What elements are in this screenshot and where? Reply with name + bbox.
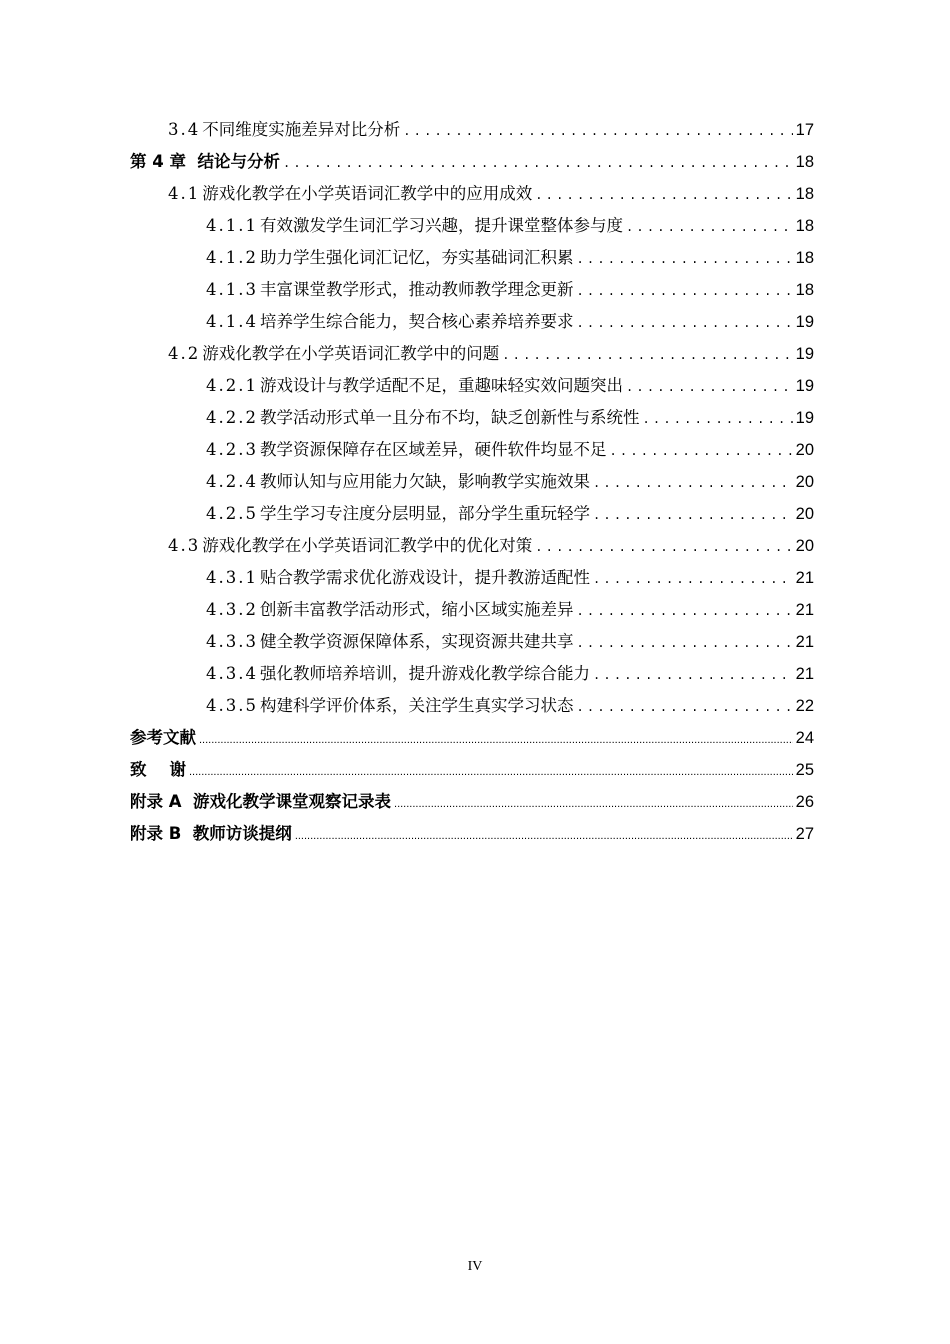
dot-leader [576, 307, 792, 339]
dot-leader [626, 371, 793, 403]
toc-title: 游戏化教学在小学英语词汇教学中的问题 [202, 344, 500, 363]
toc-page-number: 21 [795, 601, 814, 619]
dot-leader [593, 659, 793, 691]
toc-entry-acknowledgements[interactable] [130, 754, 814, 786]
toc-page-number: 19 [795, 409, 814, 427]
toc-title: 不同维度实施差异对比分析 [202, 120, 401, 139]
dot-leader [609, 435, 792, 467]
toc-title: 构建科学评价体系，关注学生真实学习状态 [259, 696, 574, 715]
toc-title: 第 4 章 结论与分析 [130, 152, 280, 171]
toc-page-number: 21 [795, 665, 814, 683]
toc-entry-4-3[interactable] [130, 530, 814, 562]
toc-page-number: 20 [795, 473, 814, 491]
toc-title: 创新丰富教学活动形式，缩小区域实施差异 [259, 600, 574, 619]
dot-leader [189, 756, 793, 788]
toc-entry-4-1-1[interactable] [130, 210, 814, 242]
dot-leader [535, 531, 792, 563]
toc-entry-3-4[interactable] [130, 114, 814, 146]
toc-entry-4-3-3[interactable] [130, 626, 814, 658]
toc-entry-4-3-4[interactable] [130, 658, 814, 690]
toc-entry-4-1-3[interactable] [130, 274, 814, 306]
toc-number: 4.3 [168, 536, 201, 555]
toc-number: 4.2.4 [206, 472, 258, 491]
toc-page-number: 18 [795, 249, 814, 267]
dot-leader [642, 403, 792, 435]
toc-entry-4-2-2[interactable] [130, 402, 814, 434]
toc-title: 参考文献 [130, 728, 196, 747]
toc-entry-4-1-2[interactable] [130, 242, 814, 274]
toc-page-number: 21 [795, 633, 814, 651]
toc-page-number: 17 [795, 121, 814, 139]
dot-leader [283, 147, 793, 179]
toc-page-number: 18 [795, 281, 814, 299]
toc-page-number: 19 [795, 313, 814, 331]
toc-number: 4.2.2 [206, 408, 258, 427]
dot-leader [593, 499, 793, 531]
toc-page-number: 25 [795, 761, 814, 779]
toc-entry-appendix-b[interactable] [130, 818, 814, 850]
dot-leader [576, 595, 792, 627]
toc-number: 4.3.2 [206, 600, 258, 619]
toc-entry-4-2-1[interactable] [130, 370, 814, 402]
toc-title: 有效激发学生词汇学习兴趣，提升课堂整体参与度 [259, 216, 623, 235]
toc-number: 4.2.3 [206, 440, 258, 459]
toc-page-number: 19 [795, 377, 814, 395]
toc-number: 4.3.5 [206, 696, 258, 715]
toc-title: 健全教学资源保障体系，实现资源共建共享 [259, 632, 574, 651]
toc-entry-4-2-4[interactable] [130, 466, 814, 498]
toc-page-number: 18 [795, 153, 814, 171]
toc-title: 教学活动形式单一且分布不均，缺乏创新性与系统性 [259, 408, 640, 427]
dot-leader [576, 627, 792, 659]
toc-number: 4.1 [168, 184, 201, 203]
toc-page-number: 18 [795, 217, 814, 235]
toc-number: 4.2 [168, 344, 201, 363]
toc-title: 贴合教学需求优化游戏设计，提升教游适配性 [259, 568, 590, 587]
toc-title: 教学资源保障存在区域差异，硬件软件均显不足 [259, 440, 607, 459]
toc-title: 附录 A 游戏化教学课堂观察记录表 [130, 792, 392, 811]
toc-entry-4-2-3[interactable] [130, 434, 814, 466]
toc-entry-4-1[interactable] [130, 178, 814, 210]
toc-number: 4.3.1 [206, 568, 258, 587]
toc-title: 丰富课堂教学形式，推动教师教学理念更新 [259, 280, 574, 299]
dot-leader [593, 467, 793, 499]
toc-page-number: 20 [795, 441, 814, 459]
toc-title: 游戏化教学在小学英语词汇教学中的应用成效 [202, 184, 533, 203]
toc-title: 助力学生强化词汇记忆，夯实基础词汇积累 [259, 248, 574, 267]
toc-page-number: 18 [795, 185, 814, 203]
toc-page-number: 22 [795, 697, 814, 715]
toc-number: 3.4 [168, 120, 201, 139]
toc-page-number: 24 [795, 729, 814, 747]
dot-leader [295, 820, 793, 852]
toc-title: 强化教师培养培训，提升游戏化教学综合能力 [259, 664, 590, 683]
toc-title: 培养学生综合能力，契合核心素养培养要求 [259, 312, 574, 331]
toc-page-number: 20 [795, 505, 814, 523]
dot-leader [576, 275, 792, 307]
dot-leader [199, 724, 793, 756]
dot-leader [626, 211, 793, 243]
toc-number: 4.1.4 [206, 312, 258, 331]
toc-page-number: 27 [795, 825, 814, 843]
toc-page-number: 21 [795, 569, 814, 587]
dot-leader [535, 179, 792, 211]
dot-leader [576, 243, 792, 275]
dot-leader [403, 115, 792, 147]
toc-entry-4-3-2[interactable] [130, 594, 814, 626]
dot-leader [593, 563, 793, 595]
toc-title: 游戏化教学在小学英语词汇教学中的优化对策 [202, 536, 533, 555]
toc-title: 学生学习专注度分层明显，部分学生重玩轻学 [259, 504, 590, 523]
table-of-contents [130, 114, 814, 850]
toc-title: 致 谢 [130, 760, 186, 779]
toc-title: 附录 B 教师访谈提纲 [130, 824, 292, 843]
dot-leader [576, 691, 792, 723]
toc-entry-appendix-a[interactable] [130, 786, 814, 818]
toc-entry-4-2[interactable] [130, 338, 814, 370]
dot-leader [394, 788, 793, 820]
toc-number: 4.3.4 [206, 664, 258, 683]
toc-entry-4-3-5[interactable] [130, 690, 814, 722]
toc-number: 4.1.1 [206, 216, 258, 235]
toc-page-number: 26 [795, 793, 814, 811]
toc-entry-4-3-1[interactable] [130, 562, 814, 594]
toc-entry-references[interactable] [130, 722, 814, 754]
toc-number: 4.2.1 [206, 376, 258, 395]
toc-number: 4.3.3 [206, 632, 258, 651]
toc-number: 4.1.3 [206, 280, 258, 299]
dot-leader [502, 339, 792, 371]
toc-entry-4-1-4[interactable] [130, 306, 814, 338]
toc-page-number: 20 [795, 537, 814, 555]
toc-entry-4-2-5[interactable] [130, 498, 814, 530]
toc-page-number: 19 [795, 345, 814, 363]
page-footer-number: IV [467, 1259, 483, 1274]
toc-title: 游戏设计与教学适配不足，重趣味轻实效问题突出 [259, 376, 623, 395]
toc-entry-chapter-4[interactable] [130, 146, 814, 178]
toc-number: 4.2.5 [206, 504, 258, 523]
toc-title: 教师认知与应用能力欠缺，影响教学实施效果 [259, 472, 590, 491]
toc-number: 4.1.2 [206, 248, 258, 267]
